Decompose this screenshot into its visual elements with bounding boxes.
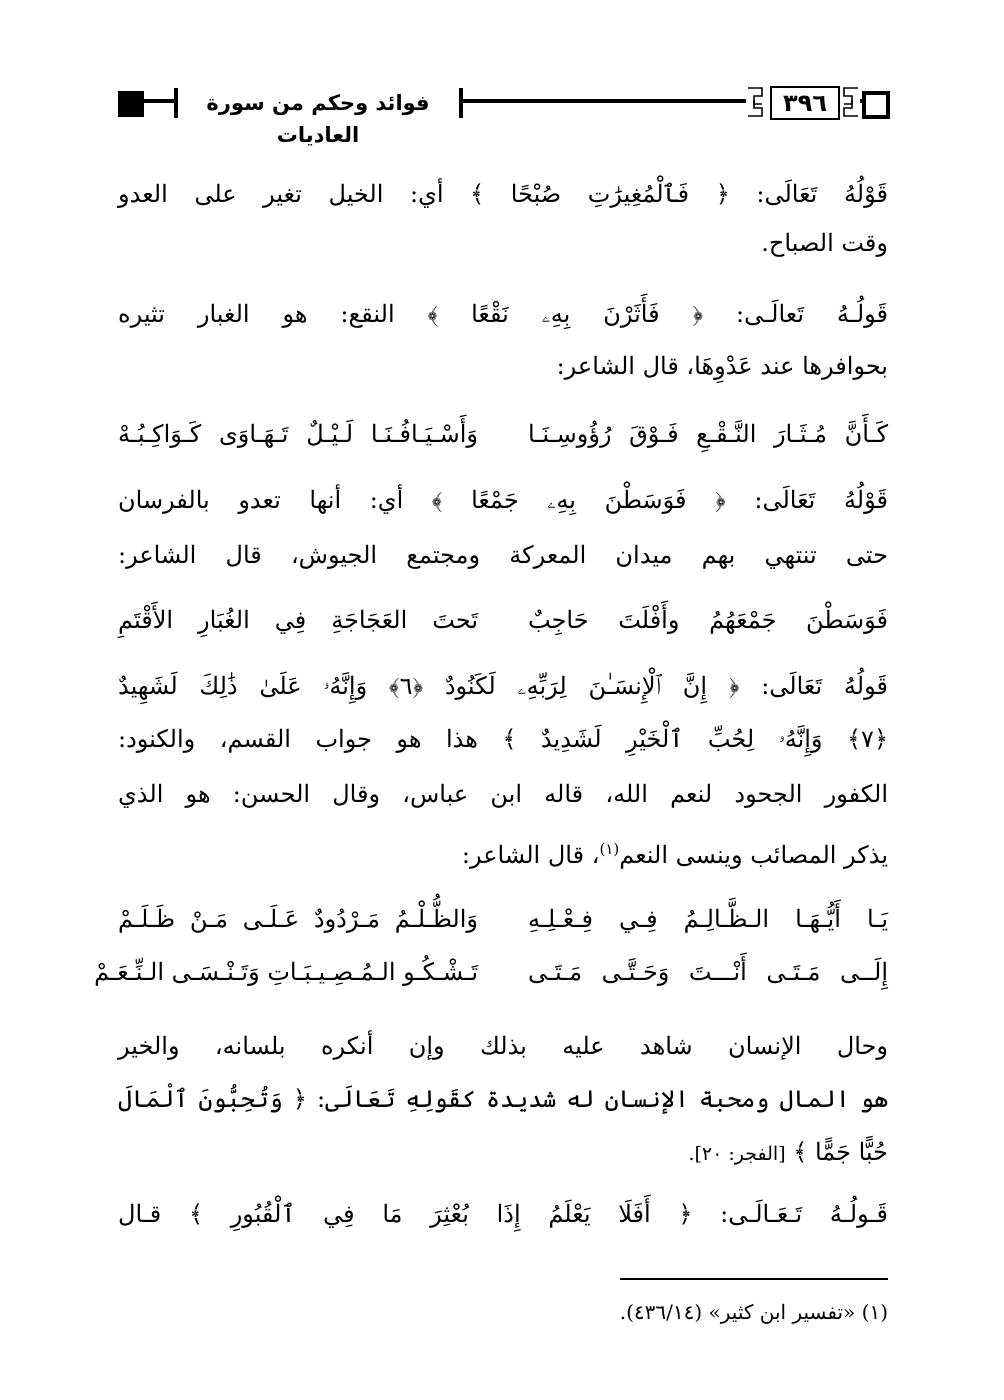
running-title: فوائد وحكم من سورة العاديات [206,91,430,147]
poem-hemistich: وَأَسْـيَـافُـنَـا لَـيْـلٌ تَـهَـاوَى كَـوَاكِـبُـهْ [118,420,478,448]
header-bar [459,88,463,118]
text-line [118,772,888,816]
paragraph-text: بحوافرها عند عَدْوِهَا، قال الشاعر: [556,352,888,380]
poem-hemistich: تَحتَ العَجَاجَةِ فِي الغُبَارِ الأَقْتَمِ [118,606,478,634]
poem-hemistich: وَالظُّـلْـمُ مَـرْدُودٌ عَـلَـى مَـنْ ظَـلَـمْ [118,905,478,933]
text-line [118,1077,888,1121]
poem-hemistich: يَـا أَيُّـهَـا الـظَّـالِـمُ فِـي فِـعْـلِـهِ [528,905,888,933]
text-line [118,717,888,761]
text-line [118,221,888,265]
paragraph-text: قَولُـهُ تَعالَـى: ﴿ فَأَثَرْنَ بِهِۦ نَقْعًا ﴾ النقع: هو الغبار تثيره [118,300,888,328]
poem-hemistich: إِلَــى مَـتَـى أَنْـــتَ وَحَـتَّـى مَـتَـى [528,958,888,986]
text-line [118,827,888,877]
quran-citation: [الفجر: ٢٠]. [688,1143,786,1165]
paragraph-text: وحال الإنسان شاهد عليه بذلك وإن أنكره بلسانه، والخير [118,1032,888,1060]
text-line [118,1192,888,1236]
paragraph-text: يذكر المصائب وينسى النعم [619,841,888,869]
text-line [118,664,888,708]
text-line [118,292,888,336]
paragraph-text: حُبًّا جَمًّا ﴾ [793,1138,888,1166]
poem-hemistich: فَوَسَطْنَ جَمْعَهُمُ وأَفْلَتَ حَاجِبٌ [528,606,888,634]
page-header [118,82,890,147]
poem-hemistich: تَـشْـكُـو الـمُـصِـيـبَـاتِ وَتَـنْـسَـى الـنِّـعَـمْ [94,958,478,986]
poem-verse [118,412,888,456]
paragraph-text: ، قال الشاعر: [461,841,600,869]
footnote-separator [620,1278,888,1280]
paragraph-text: قَولُهُ تَعَالَى: ﴿ إِنَّ ٱلْإِنسَـٰنَ لِرَبِّهِۦ لَكَنُودٌ ﴿٦﴾ وَإِنَّهُۥ عَلَىٰ ذَٰلِكَ لَشَهِيدٌ [118,672,888,700]
paragraph-text: وقت الصباح. [761,229,888,257]
footnote: (١) «تفسير ابن كثير» (٤٣٦/١٤). [619,1300,888,1324]
page-number-frame [746,82,860,122]
poem-verse [118,598,888,642]
poem-verse [118,897,888,941]
text-line [118,344,888,388]
header-rule [144,99,174,103]
text-line [118,478,888,522]
header-square-ornament [862,91,890,119]
footnote-ref[interactable]: (١) [599,840,620,858]
paragraph-text: قَـولُـهُ تَـعَـالَـى: ﴿ أَفَلَا يَعْلَمُ إِذَا بُعْثِرَ مَا فِي ٱلْقُبُورِ ﴾ قـال [118,1200,888,1228]
page-number: ٣٩٦ [770,86,840,120]
text-line [118,1024,888,1068]
poem-hemistich: كَـأَنَّ مُـثَـارَ النَّـقْـعِ فَـوْقَ رُؤُوسِـنَـا [528,420,888,448]
header-rule [463,99,746,103]
text-line [118,533,888,577]
paragraph-text: قَوْلُهُ تَعَالَى: ﴿ فَٱلْمُغِيرَٰتِ صُبْحًا ﴾ أي: الخيل تغير على العدو [118,180,888,208]
poem-verse [94,950,888,994]
paragraph-text: هو المال ومحبة الإنسان له شديدة كقَولِهِ تَعَالَى: ﴿ وَتُحِبُّونَ ٱلْمَالَ [118,1085,888,1113]
paragraph-text: ﴿٧﴾ وَإِنَّهُۥ لِحُبِّ ٱلْخَيْرِ لَشَدِيدٌ ﴾ هذا هو جواب القسم، والكنود: [118,725,888,753]
text-line [118,1130,888,1176]
text-line [118,172,888,216]
paragraph-text: قَوْلُهُ تَعَالَى: ﴿ فَوَسَطْنَ بِهِۦ جَمْعًا ﴾ أي: أنها تعدو بالفرسان [118,486,888,514]
header-square-ornament [118,91,144,117]
paragraph-text: الكفور الجحود لنعم الله، قاله ابن عباس، وقال الحسن: هو الذي [118,780,888,808]
paragraph-text: حتى تنتهي بهم ميدان المعركة ومجتمع الجيوش، قال الشاعر: [118,541,888,569]
